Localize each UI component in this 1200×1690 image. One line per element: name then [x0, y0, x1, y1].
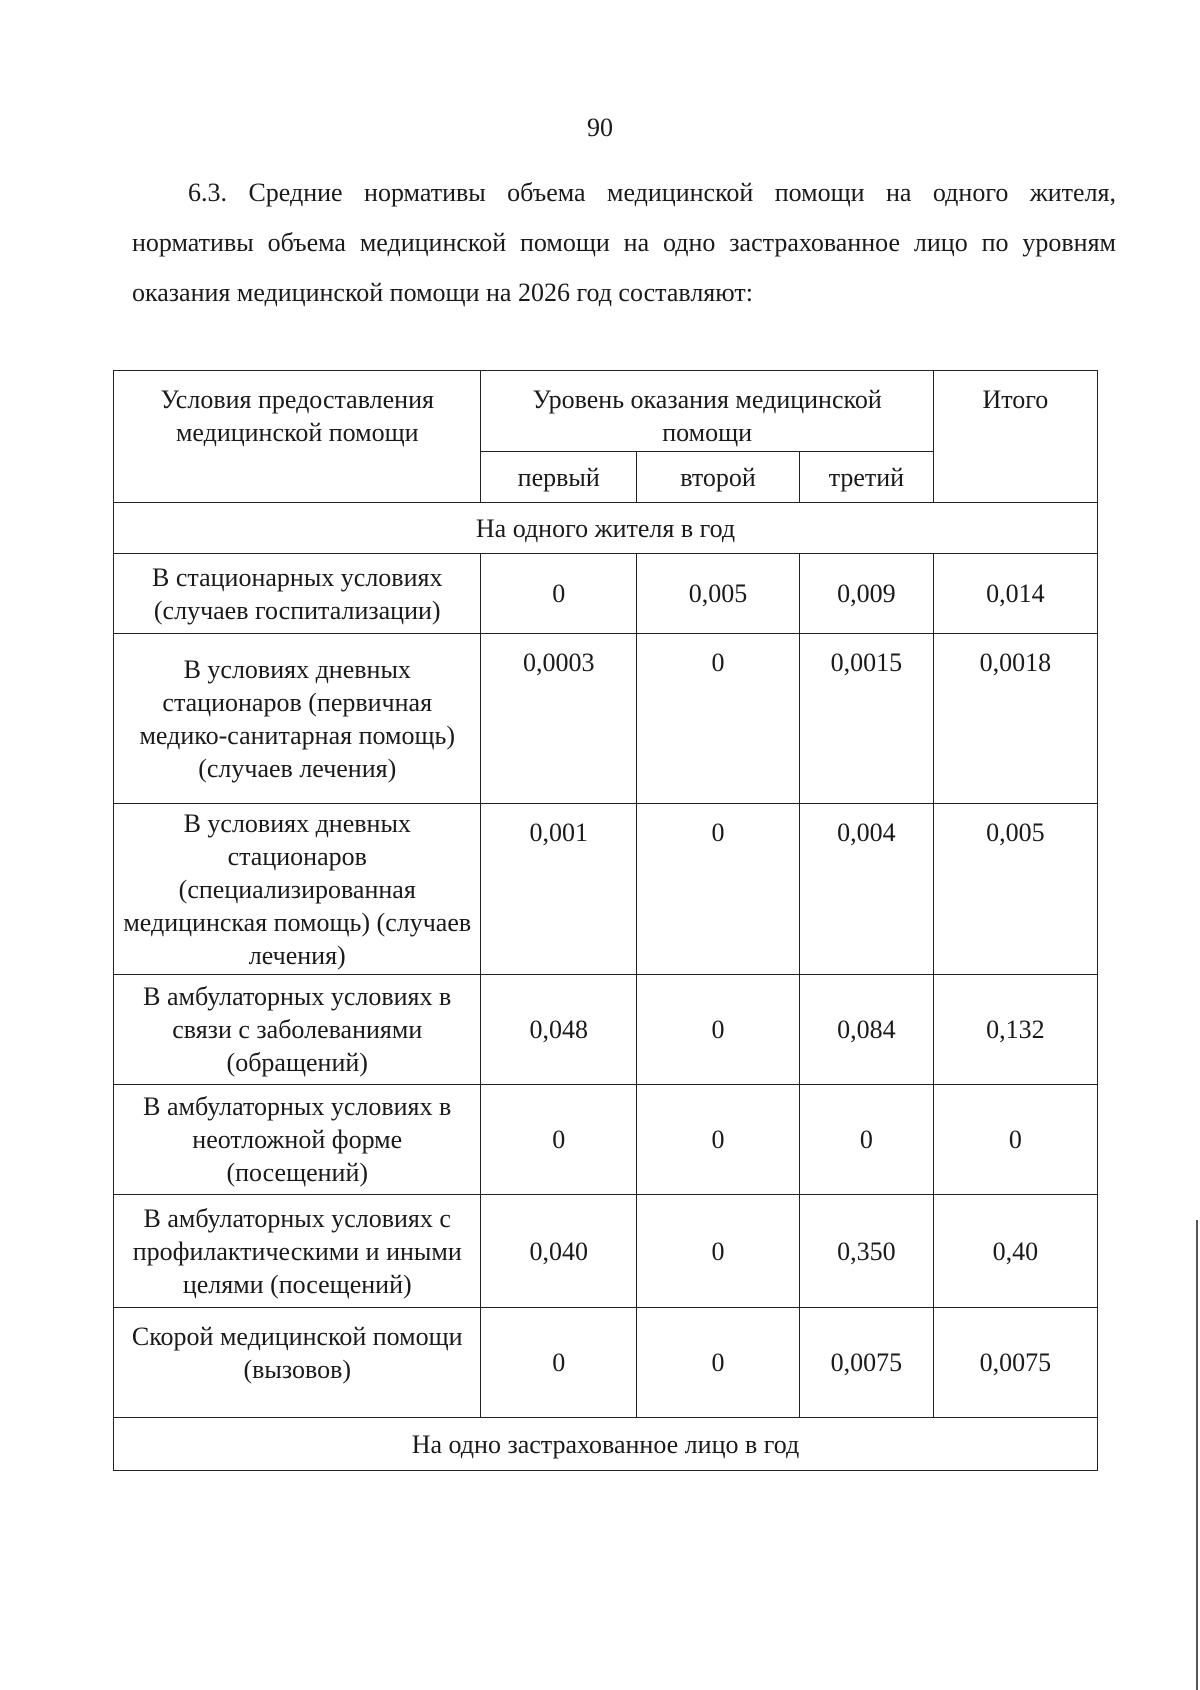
row-condition: В амбулаторных условиях с профилактическими и иными целями (посещений): [114, 1195, 481, 1308]
section-per-insured: На одно застрахованное лицо в год: [114, 1418, 1098, 1471]
row-third: 0,084: [800, 975, 934, 1085]
row-third: 0: [800, 1085, 934, 1195]
row-second: 0: [636, 975, 799, 1085]
table-row: [114, 634, 1098, 804]
row-second: 0,005: [636, 554, 799, 634]
row-second: 0: [636, 804, 799, 975]
intro-paragraph: 6.3. Средние нормативы объема медицинской помощи на одного жителя, нормативы объема медицинской помощи на одно застрахованное лицо по уровням оказания медицинской помощи на 2026 год составляют:: [132, 178, 1116, 307]
header-conditions: Условия предоставления медицинской помощи: [114, 371, 481, 503]
table-row: [114, 804, 1098, 975]
row-first: 0: [481, 1308, 636, 1418]
row-first: 0,040: [481, 1195, 636, 1308]
row-third: 0,0075: [800, 1308, 934, 1418]
row-second: 0: [636, 1308, 799, 1418]
row-first: 0: [481, 554, 636, 634]
row-second: 0: [636, 1195, 799, 1308]
norms-table: [113, 370, 1098, 1471]
section-row-per-resident: [114, 503, 1098, 554]
row-total: 0,005: [933, 804, 1097, 975]
section-per-resident: На одного жителя в год: [114, 503, 1098, 554]
header-level: Уровень оказания медицинской помощи: [481, 371, 933, 452]
page-number: 90: [587, 113, 613, 142]
row-third: 0,350: [800, 1195, 934, 1308]
row-first: 0,001: [481, 804, 636, 975]
header-third: третий: [800, 452, 934, 503]
row-total: 0,0075: [933, 1308, 1097, 1418]
row-second: 0: [636, 1085, 799, 1195]
section-row-per-insured: [114, 1418, 1098, 1471]
row-condition: В стационарных условиях (случаев госпитализации): [114, 554, 481, 634]
row-total: 0,132: [933, 975, 1097, 1085]
row-total: 0,0018: [933, 634, 1097, 804]
scan-edge-line: [1196, 1220, 1198, 1690]
row-third: 0,0015: [800, 634, 934, 804]
row-condition: В амбулаторных условиях в связи с заболеваниями (обращений): [114, 975, 481, 1085]
row-third: 0,009: [800, 554, 934, 634]
row-condition: В условиях дневных стационаров (специализированная медицинская помощь) (случаев лечения): [114, 804, 481, 975]
header-total: Итого: [933, 371, 1097, 503]
row-condition: В амбулаторных условиях в неотложной форме (посещений): [114, 1085, 481, 1195]
header-first: первый: [481, 452, 636, 503]
table-row: [114, 1085, 1098, 1195]
row-first: 0,0003: [481, 634, 636, 804]
row-first: 0: [481, 1085, 636, 1195]
header-second: второй: [636, 452, 799, 503]
table-row: [114, 1308, 1098, 1418]
row-total: 0,40: [933, 1195, 1097, 1308]
table-row: [114, 554, 1098, 634]
table-row: [114, 1195, 1098, 1308]
row-total: 0,014: [933, 554, 1097, 634]
row-total: 0: [933, 1085, 1097, 1195]
row-condition: Скорой медицинской помощи (вызовов): [114, 1308, 481, 1418]
row-condition: В условиях дневных стационаров (первичная медико-санитарная помощь) (случаев лечения): [114, 634, 481, 804]
table-header-row: [114, 371, 1098, 452]
row-third: 0,004: [800, 804, 934, 975]
row-second: 0: [636, 634, 799, 804]
row-first: 0,048: [481, 975, 636, 1085]
table-row: [114, 975, 1098, 1085]
